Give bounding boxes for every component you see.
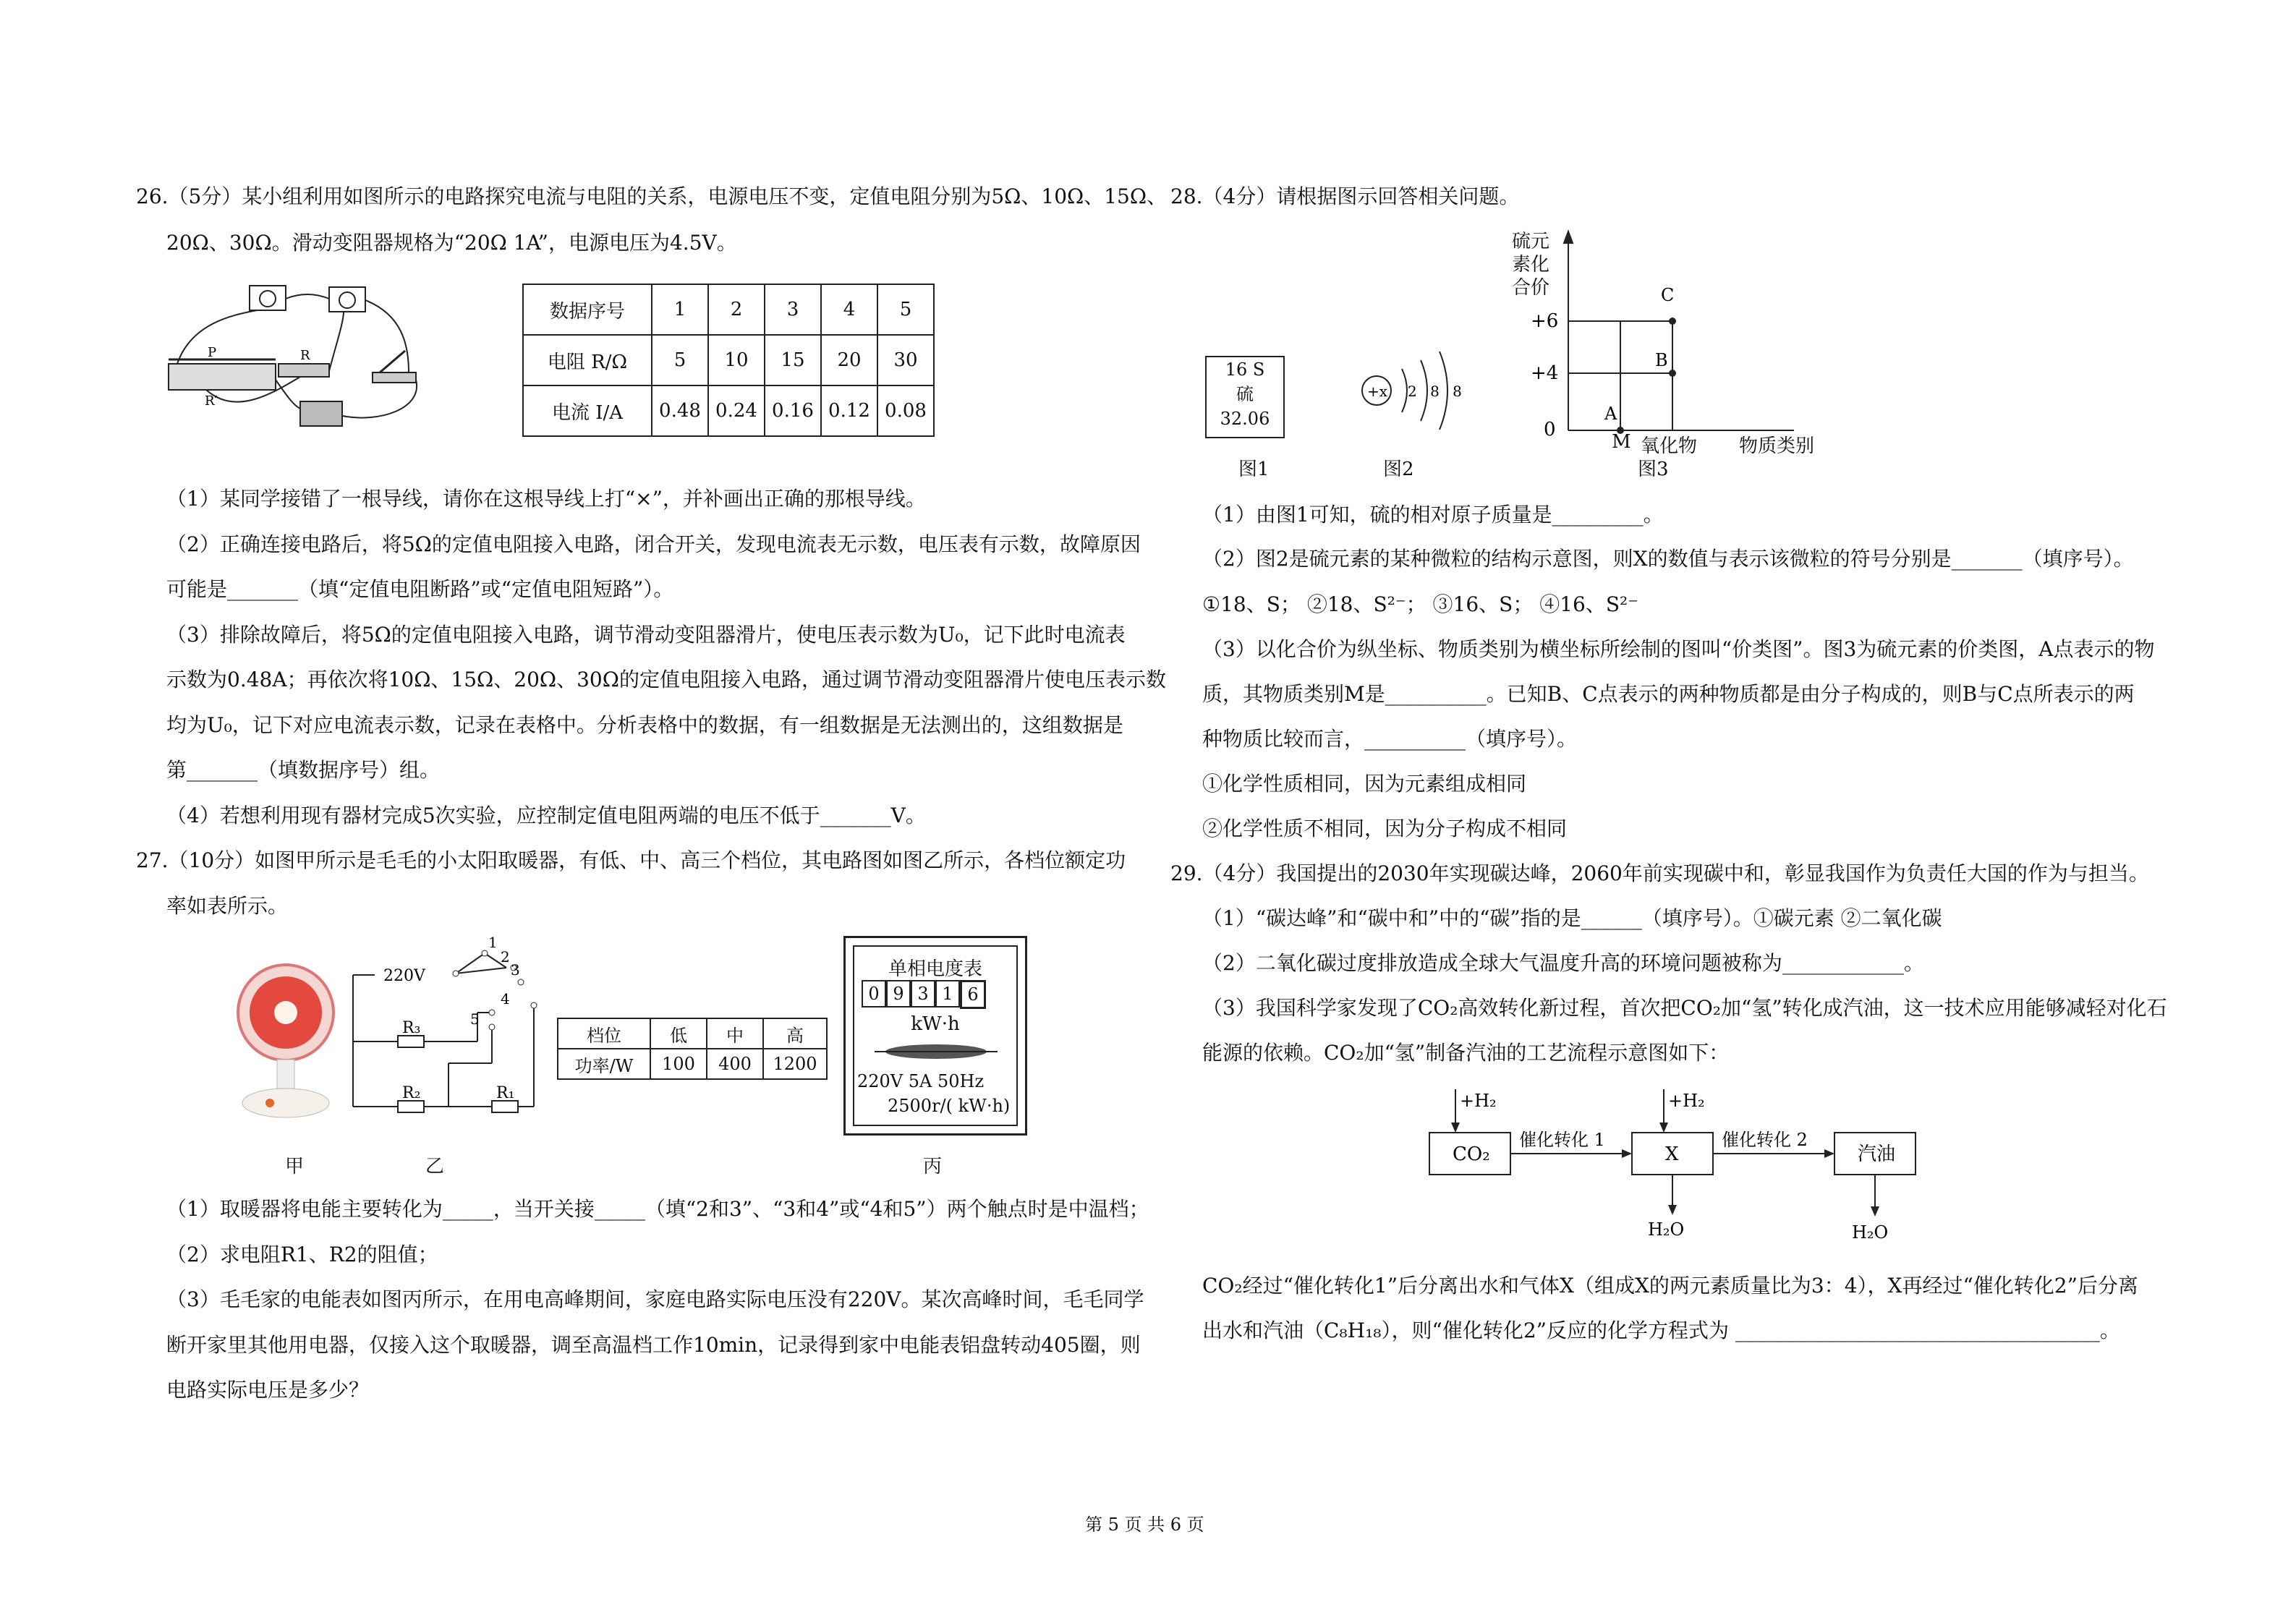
table-cell: 0.24	[708, 385, 765, 436]
table-cell: 0.08	[877, 385, 934, 436]
table-cell: 2	[708, 284, 765, 335]
contact-2: 2	[501, 948, 510, 966]
flow-x-box: X	[1665, 1143, 1679, 1165]
fig3-xtick-oxide: 氧化物	[1641, 435, 1698, 457]
flow-h2o-output-1: H₂O	[1648, 1219, 1685, 1240]
q26-sub1: （1）某同学接错了一根导线，请你在这根导线上打“×”，并补画出正确的那根导线。	[166, 487, 926, 511]
q26-stem-line2: 20Ω、30Ω。滑动变阻器规格为“20Ω 1A”，电源电压为4.5V。	[166, 231, 737, 255]
table-cell: 电流 I/A	[523, 385, 652, 436]
fig3-ytick-0: 0	[1544, 419, 1556, 440]
meter-unit: kW·h	[911, 1013, 960, 1035]
fig3-ylabel-line: 合价	[1512, 277, 1550, 299]
q29-stem: 29.（4分）我国提出的2030年实现碳达峰，2060年前实现碳中和，彰显我国作为负责任大国的作为与担当。	[1170, 861, 2149, 885]
q26-data-table	[522, 284, 935, 437]
q29-sub3-line2: 能源的依赖。CO₂加“氢”制备汽油的工艺流程示意图如下：	[1202, 1041, 1730, 1065]
table-cell: 中	[707, 1018, 763, 1049]
table-cell: 400	[707, 1049, 763, 1079]
fig1-element-card	[1205, 356, 1285, 438]
fig3-ylabel-line: 硫元	[1512, 231, 1550, 252]
q27-power-table	[557, 1018, 828, 1080]
q27-sub3-line2: 断开家里其他用电器，仅接入这个取暖器，调至高温档工作10min，记录得到家中电能表铝盘转动405圈，则	[166, 1333, 1141, 1357]
fig1-line2: 硫	[1236, 384, 1254, 404]
q27-stem-line2: 率如表所示。	[166, 894, 289, 918]
meter-digit: 6	[960, 980, 986, 1009]
table-cell: 低	[650, 1018, 707, 1049]
contact-1: 1	[488, 934, 498, 951]
q27-sub3-line3: 电路实际电压是多少？	[166, 1378, 370, 1402]
table-cell: 0.16	[765, 385, 821, 436]
table-cell: 3	[765, 284, 821, 335]
q26-sub4: （4）若想利用现有器材完成5次实验，应控制定值电阻两端的电压不低于_______V。	[166, 804, 926, 827]
page-footer: 第 5 页 共 6 页	[1085, 1515, 1204, 1535]
label-r3: R₃	[402, 1019, 421, 1037]
table-cell: 档位	[558, 1018, 650, 1049]
table-cell: 0.12	[821, 385, 877, 436]
meter-rev: 2500r/( kW·h)	[888, 1096, 1011, 1116]
q26-circuit-figure	[163, 278, 438, 430]
q28-sub3-line2: 质，其物质类别M是__________。已知B、C点表示的两种物质都是由分子构成的，则B与C点所表示的两	[1202, 682, 2135, 706]
table-cell: 5	[877, 284, 934, 335]
fig1-line3: 32.06	[1220, 409, 1270, 429]
fig1-line1: 16 S	[1225, 359, 1265, 380]
table-cell: 100	[650, 1049, 707, 1079]
meter-disc-icon	[875, 1041, 998, 1062]
circuit-label-r2: R′	[205, 393, 218, 409]
q27-circuit-diagram	[340, 933, 550, 1128]
meter-digit: 1	[935, 980, 960, 1008]
q27-sub3-line1: （3）毛毛家的电能表如图丙所示，在用电高峰期间，家庭电路实际电压没有220V。某次高峰时间，毛毛同学	[166, 1287, 1144, 1311]
fig3-ytick-6: +6	[1531, 310, 1559, 332]
q28-option-b: ②化学性质不相同，因为分子构成不相同	[1202, 817, 1568, 840]
fig-label-yi: 乙	[425, 1156, 445, 1177]
q29-sub3-line1: （3）我国科学家发现了CO₂高效转化新过程，首次把CO₂加“氢”转化成汽油，这一技术应用能够减轻对化石	[1202, 996, 2167, 1020]
q28-sub2: （2）图2是硫元素的某种微粒的结构示意图，则X的数值与表示该微粒的符号分别是_______（填序号）。	[1202, 547, 2134, 571]
contact-5: 5	[470, 1010, 480, 1028]
q28-sub3-line3: 种物质比较而言，__________（填序号）。	[1202, 727, 1578, 751]
q28-sub3-line1: （3）以化合价为纵坐标、物质类别为横坐标所绘制的图叫“价类图”。图3为硫元素的价类图，A点表示的物	[1202, 637, 2155, 661]
fig3-point-b: B	[1655, 350, 1668, 370]
table-cell: 15	[765, 335, 821, 385]
table-cell: 高	[763, 1018, 827, 1049]
meter-title: 单相电度表	[888, 958, 982, 980]
meter-digits	[862, 980, 986, 1009]
table-cell: 数据序号	[523, 284, 652, 335]
fig3-ylabel-line: 素化	[1512, 254, 1550, 276]
q28-option-a: ①化学性质相同，因为元素组成相同	[1202, 772, 1527, 796]
q28-stem: 28.（4分）请根据图示回答相关问题。	[1170, 184, 1520, 208]
flow-step2-label: 催化转化 2	[1722, 1130, 1808, 1150]
electric-meter	[843, 936, 1027, 1136]
q29-sub4-line2: 出水和汽油（C₈H₁₈），则“催化转化2”反应的化学方程式为 ____________________________________。	[1202, 1319, 2120, 1342]
contact-3: 3	[511, 961, 520, 979]
label-r1: R₁	[496, 1084, 515, 1102]
fig3-ytick-4: +4	[1531, 362, 1559, 384]
q26-sub3-line3: 均为U₀，记下对应电流表示数，记录在表格中。分析表格中的数据，有一组数据是无法测出的，这组数据是	[166, 713, 1123, 737]
meter-spec: 220V 5A 50Hz	[857, 1071, 985, 1091]
fig3-caption: 图3	[1638, 459, 1669, 480]
fig2-atom-structure	[1351, 340, 1474, 448]
label-r2: R₂	[402, 1084, 421, 1102]
flow-h2-input-2: +H₂	[1668, 1091, 1705, 1111]
q27-stem-line1: 27.（10分）如图甲所示是毛毛的小太阳取暖器，有低、中、高三个档位，其电路图如图乙所示，各档位额定功	[136, 848, 1126, 872]
q26-stem-line1: 26.（5分）某小组利用如图所示的电路探究电流与电阻的关系，电源电压不变，定值电阻分别为5Ω、10Ω、15Ω、	[136, 184, 1168, 208]
table-cell: 30	[877, 335, 934, 385]
fig-label-bing: 丙	[923, 1156, 943, 1177]
flow-step1-label: 催化转化 1	[1519, 1130, 1605, 1150]
fig2-shells: 2 8 8	[1408, 383, 1466, 400]
table-cell: 1	[652, 284, 708, 335]
rheostat-icon	[169, 364, 276, 390]
q26-sub2-line1: （2）正确连接电路后，将5Ω的定值电阻接入电路，闭合开关，发现电流表无示数，电压表有示数，故障原因	[166, 532, 1141, 556]
flow-h2o-output-2: H₂O	[1852, 1222, 1889, 1243]
flow-h2-input-1: +H₂	[1460, 1091, 1497, 1111]
meter-digit: 0	[862, 980, 886, 1008]
q28-sub1: （1）由图1可知，硫的相对原子质量是_________。	[1202, 503, 1664, 527]
q27-sub1: （1）取暖器将电能主要转化为_____，当开关接_____（填“2和3”、“3和4”或“4和5”）两个触点时是中温档；	[166, 1197, 1149, 1221]
circuit-label-p: P	[208, 345, 217, 360]
fig3-xlabel: 物质类别	[1739, 435, 1815, 457]
switch-icon	[373, 372, 416, 383]
q26-sub3-line1: （3）排除故障后，将5Ω的定值电阻接入电路，调节滑动变阻器滑片，使电压表示数为U₀，记下此时电流表	[166, 623, 1126, 647]
fig3-point-c: C	[1661, 285, 1675, 305]
q29-sub4-line1: CO₂经过“催化转化1”后分离出水和气体X（组成X的两元素质量比为3：4），X再经过“催化转化2”后分离	[1202, 1274, 2138, 1298]
contact-4: 4	[501, 990, 510, 1008]
q26-sub2-line2: 可能是_______（填“定值电阻断路”或“定值电阻短路”）。	[166, 577, 674, 601]
flow-co2-box: CO₂	[1453, 1143, 1490, 1165]
heater-image	[235, 958, 340, 1121]
q29-sub2: （2）二氧化碳过度排放造成全球大气温度升高的环境问题被称为____________。	[1202, 951, 1924, 975]
table-cell: 20	[821, 335, 877, 385]
table-cell: 功率/W	[558, 1049, 650, 1079]
q26-sub3-line4: 第_______（填数据序号）组。	[166, 758, 441, 782]
table-cell: 4	[821, 284, 877, 335]
fig-label-jia: 甲	[285, 1156, 305, 1177]
fig3-xtick-m: M	[1612, 431, 1631, 453]
table-cell: 电阻 R/Ω	[523, 335, 652, 385]
fig3-point-a: A	[1604, 404, 1617, 424]
fig2-caption: 图2	[1383, 459, 1414, 480]
circuit-label-r: R	[300, 348, 310, 363]
table-cell: 10	[708, 335, 765, 385]
q28-options: ①18、S； ②18、S²⁻； ③16、S； ④16、S²⁻	[1202, 592, 1639, 616]
flow-oil-box: 汽油	[1858, 1143, 1896, 1165]
fig2-nucleus: +x	[1367, 383, 1388, 400]
q29-sub1: （1）“碳达峰”和“碳中和”中的“碳”指的是______（填序号）。①碳元素 ②二氧化碳	[1202, 906, 1942, 930]
meter-digit: 9	[886, 980, 911, 1008]
resistor-icon	[279, 364, 329, 377]
table-cell: 0.48	[652, 385, 708, 436]
co2-flow-diagram	[1418, 1085, 1953, 1244]
fig1-caption: 图1	[1238, 459, 1270, 480]
table-cell: 5	[652, 335, 708, 385]
q26-sub3-line2: 示数为0.48A；再依次将10Ω、15Ω、20Ω、30Ω的定值电阻接入电路，通过调节滑动变阻器滑片使电压表示数	[166, 668, 1166, 691]
circuit-voltage: 220V	[383, 967, 425, 985]
battery-icon	[300, 401, 342, 426]
q27-sub2: （2）求电阻R1、R2的阻值；	[166, 1243, 438, 1266]
table-cell: 1200	[763, 1049, 827, 1079]
meter-digit: 3	[911, 980, 935, 1008]
